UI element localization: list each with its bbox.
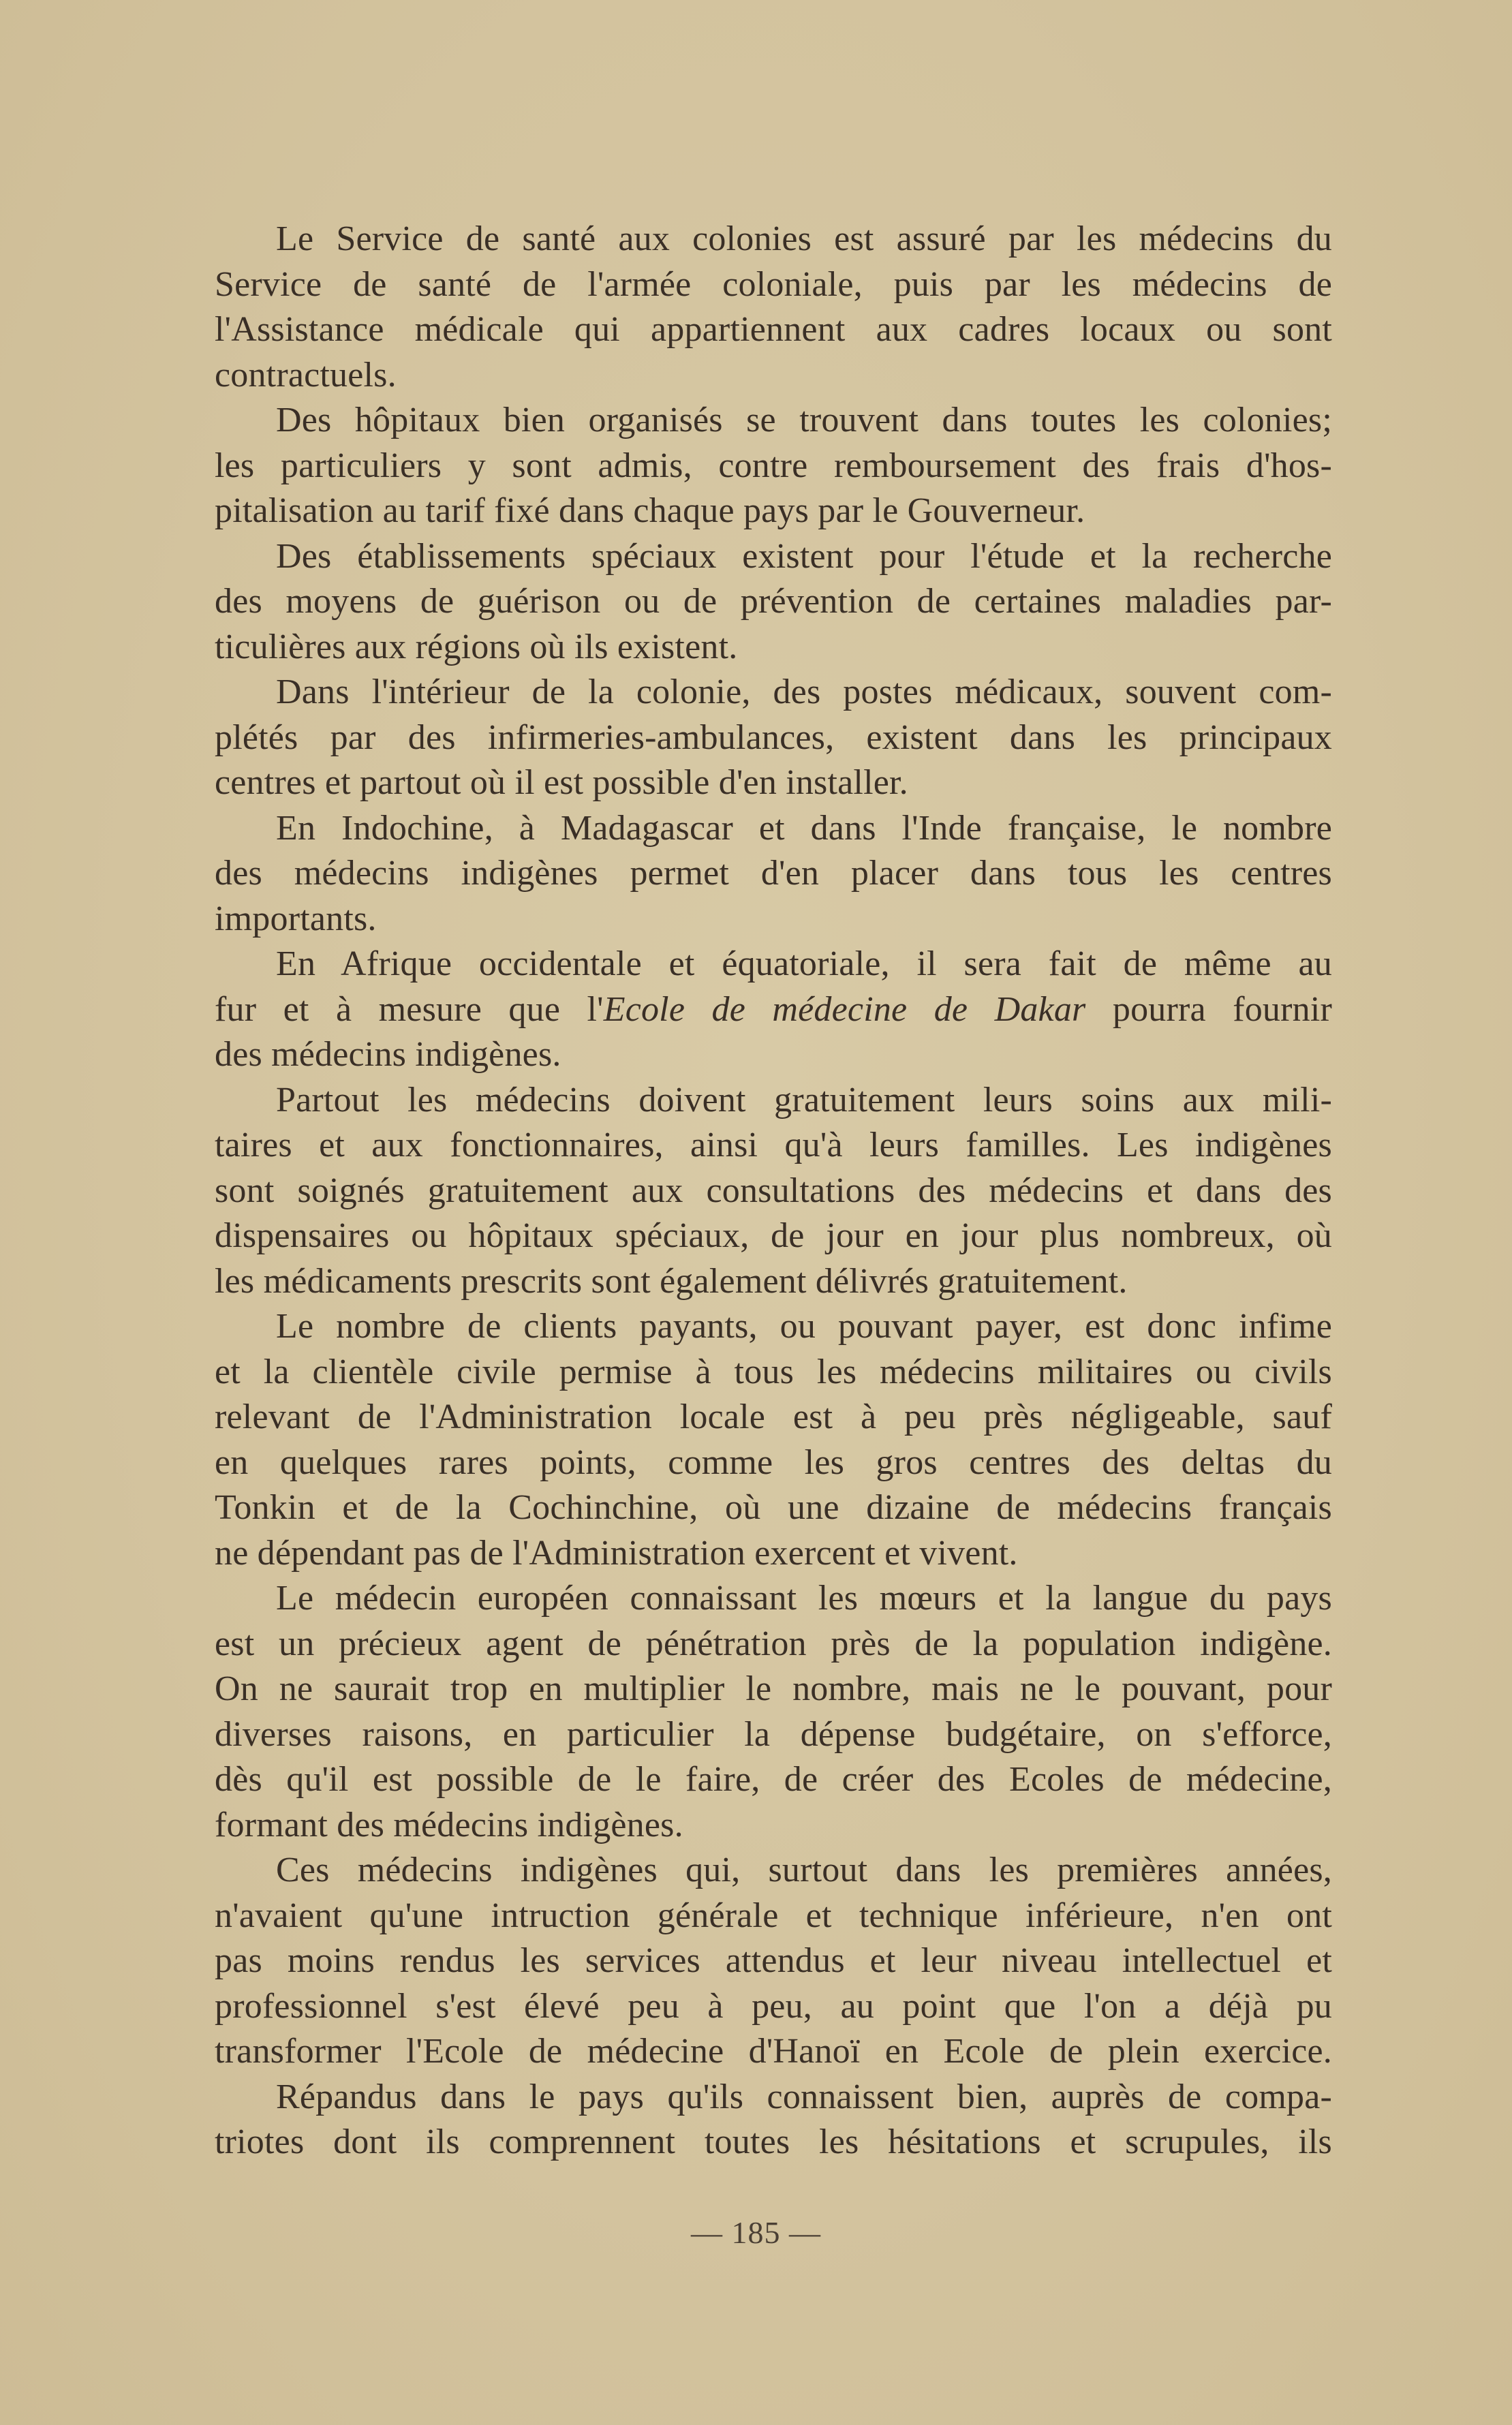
paragraph: [215, 942, 1332, 1078]
text-line: n'avaient qu'une intruction générale et technique inférieure, n'en ont: [215, 1896, 1332, 1935]
paragraph: [215, 2075, 1332, 2165]
paragraph: [215, 534, 1332, 670]
paragraph: [215, 1576, 1332, 1848]
text-line: En Afrique occidentale et équatoriale, il sera fait de même au: [276, 944, 1332, 983]
paragraph: [215, 806, 1332, 942]
text-line: plétés par des infirmeries-ambulances, existent dans les principaux: [215, 717, 1332, 757]
paragraph: [215, 1078, 1332, 1305]
paragraph: [215, 1848, 1332, 2075]
text-line: Ces médecins indigènes qui, surtout dans les premières années,: [276, 1851, 1332, 1889]
italic-school-name: Ecole de médecine de Dakar: [603, 989, 1086, 1029]
text-line: est un précieux agent de pénétration près de la population indigène.: [215, 1624, 1332, 1663]
text-line: Service de santé de l'armée coloniale, puis par les médecins de: [215, 264, 1332, 304]
page-number: — 185 —: [691, 2215, 821, 2250]
paragraph: [215, 1304, 1332, 1576]
text-line: Le médecin européen connaissant les mœurs et la langue du pays: [276, 1579, 1332, 1618]
text-line: pas moins rendus les services attendus et leur niveau intellectuel et: [215, 1941, 1332, 1980]
text-line: taires et aux fonctionnaires, ainsi qu'à leurs familles. Les indigènes: [215, 1126, 1332, 1164]
text-line: Partout les médecins doivent gratuitement leurs soins aux mili-: [276, 1080, 1332, 1119]
text-line: pitalisation au tarif fixé dans chaque pays par le Gouverneur.: [215, 491, 1085, 530]
body-text: [215, 217, 1332, 2165]
text-line: les particuliers y sont admis, contre remboursement des frais d'hos-: [215, 446, 1332, 485]
paragraph: [215, 670, 1332, 806]
text-line: dispensaires ou hôpitaux spéciaux, de jour en jour plus nombreux, où: [215, 1216, 1332, 1255]
text-line: ticulières aux régions où ils existent.: [215, 627, 738, 666]
text-line: diverses raisons, en particulier la dépense budgétaire, on s'efforce,: [215, 1714, 1332, 1754]
text-line: sont soignés gratuitement aux consultations des médecins et dans des: [215, 1171, 1332, 1210]
text-line: centres et partout où il est possible d'en installer.: [215, 763, 908, 802]
paragraph: [215, 398, 1332, 534]
text-line: dès qu'il est possible de le faire, de créer des Ecoles de médecine,: [215, 1760, 1332, 1799]
text-line: On ne saurait trop en multiplier le nombre, mais ne le pouvant, pour: [215, 1669, 1332, 1708]
text-line: et la clientèle civile permise à tous les médecins militaires ou civils: [215, 1352, 1332, 1391]
text-line: Répandus dans le pays qu'ils connaissent bien, auprès de compa-: [276, 2077, 1332, 2116]
text-line: triotes dont ils comprennent toutes les hésitations et scrupules, ils: [215, 2122, 1332, 2161]
text-line: Des établissements spéciaux existent pour l'étude et la recherche: [276, 536, 1332, 576]
text-line: des médecins indigènes.: [215, 1035, 561, 1074]
text-line: professionnel s'est élevé peu à peu, au point que l'on a déjà pu: [215, 1986, 1332, 2026]
text-line: En Indochine, à Madagascar et dans l'Inde française, le nombre: [276, 808, 1332, 848]
text-line: Le nombre de clients payants, ou pouvant payer, est donc infime: [276, 1307, 1332, 1346]
text-line: relevant de l'Administration locale est à peu près négligeable, sauf: [215, 1397, 1332, 1436]
text-line: Le Service de santé aux colonies est assuré par les médecins du: [276, 219, 1332, 258]
text-line: Dans l'intérieur de la colonie, des postes médicaux, souvent com-: [276, 673, 1332, 711]
text-line: des médecins indigènes permet d'en placer dans tous les centres: [215, 854, 1332, 893]
text-line: en quelques rares points, comme les gros centres des deltas du: [215, 1442, 1332, 1482]
paragraph: [215, 217, 1332, 398]
text-line: formant des médecins indigènes.: [215, 1805, 683, 1844]
text-line: contractuels.: [215, 355, 397, 395]
text-line: les médicaments prescrits sont également délivrés gratuitement.: [215, 1261, 1128, 1301]
text-line: transformer l'Ecole de médecine d'Hanoï en Ecole de plein exercice.: [215, 2032, 1332, 2071]
text-line: l'Assistance médicale qui appartiennent aux cadres locaux ou sont: [215, 310, 1332, 349]
text-line: fur et à mesure que l'Ecole de médecine de Dakar pourra fournir: [215, 989, 1333, 1029]
text-line: des moyens de guérison ou de prévention de certaines maladies par-: [215, 582, 1332, 621]
text-line: ne dépendant pas de l'Administration exercent et vivent.: [215, 1533, 1018, 1573]
text-line: importants.: [215, 899, 377, 938]
text-line: Des hôpitaux bien organisés se trouvent dans toutes les colonies;: [276, 401, 1332, 439]
text-line: Tonkin et de la Cochinchine, où une dizaine de médecins français: [215, 1488, 1332, 1527]
